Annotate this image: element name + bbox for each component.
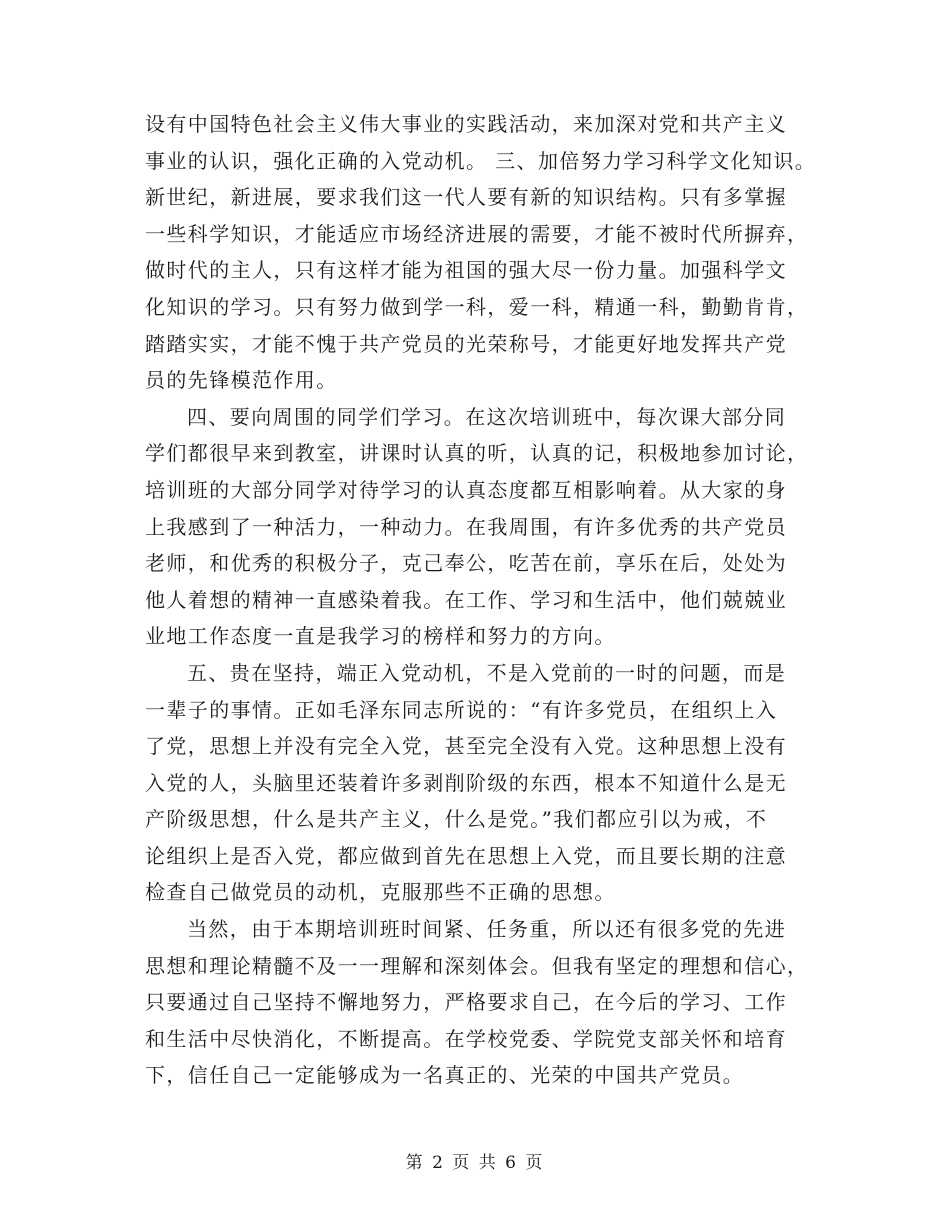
page-footer: 第 2 页 共 6 页 (405, 1153, 545, 1173)
text-line: 当然，由于本期培训班时间紧、任务重，所以还有很多党的先进 (187, 917, 787, 942)
text-line: 事业的认识，强化正确的入党动机。 三、加倍努力学习科学文化知识。 (145, 148, 817, 173)
text-line: 员的先锋模范作用。 (145, 368, 338, 393)
text-line: 上我感到了一种活力，一种动力。在我周围，有许多优秀的共产党员 (145, 514, 787, 539)
text-line: 论组织上是否入党，都应做到首先在思想上入党，而且要长期的注意 (145, 843, 787, 868)
text-line: 五、贵在坚持，端正入党动机，不是入党前的一时的问题，而是 (187, 660, 787, 685)
text-line: 踏踏实实，才能不愧于共产党员的光荣称号，才能更好地发挥共产党 (145, 331, 787, 356)
text-line: 化知识的学习。只有努力做到学一科，爱一科，精通一科，勤勤肯肯， (145, 294, 809, 319)
text-line: 老师，和优秀的积极分子，克己奉公，吃苦在前，享乐在后，处处为 (145, 551, 787, 576)
text-line: 学们都很早来到教室，讲课时认真的听，认真的记，积极地参加讨论， (145, 441, 809, 466)
text-line: 新世纪，新进展，要求我们这一代人要有新的知识结构。只有多掌握 (145, 185, 787, 210)
text-line: 他人着想的精神一直感染着我。在工作、学习和生活中，他们兢兢业 (145, 587, 787, 612)
text-line: 了党，思想上并没有完全入党，甚至完全没有入党。这种思想上没有 (145, 734, 787, 759)
text-line: 入党的人，头脑里还装着许多剥削阶级的东西，根本不知道什么是无 (145, 770, 787, 795)
text-line: 下，信任自己一定能够成为一名真正的、光荣的中国共产党员。 (145, 1063, 745, 1088)
text-line: 只要通过自己坚持不懈地努力，严格要求自己，在今后的学习、工作 (145, 990, 787, 1015)
text-line: 四、要向周围的同学们学习。在这次培训班中，每次课大部分同 (187, 404, 787, 429)
text-line: 做时代的主人，只有这样才能为祖国的强大尽一份力量。加强科学文 (145, 258, 787, 283)
text-line: 设有中国特色社会主义伟大事业的实践活动，来加深对党和共产主义 (145, 112, 787, 136)
text-line: 和生活中尽快消化，不断提高。在学校党委、学院党支部关怀和培育 (145, 1026, 787, 1051)
text-line: 业地工作态度一直是我学习的榜样和努力的方向。 (145, 624, 616, 649)
text-line: 产阶级思想，什么是共产主义，什么是党。”我们都应引以为戒，不 (145, 807, 768, 832)
text-line: 培训班的大部分同学对待学习的认真态度都互相影响着。从大家的身 (145, 477, 787, 502)
text-line: 检查自己做党员的动机，克服那些不正确的思想。 (145, 880, 616, 905)
document-body (145, 106, 817, 1094)
text-line: 一辈子的事情。正如毛泽东同志所说的：“有许多党员，在组织上入 (145, 697, 778, 722)
text-line: 思想和理论精髓不及一一理解和深刻体会。但我有坚定的理想和信心， (145, 953, 809, 978)
text-line: 一些科学知识，才能适应市场经济进展的需要，才能不被时代所摒弃， (145, 221, 809, 246)
